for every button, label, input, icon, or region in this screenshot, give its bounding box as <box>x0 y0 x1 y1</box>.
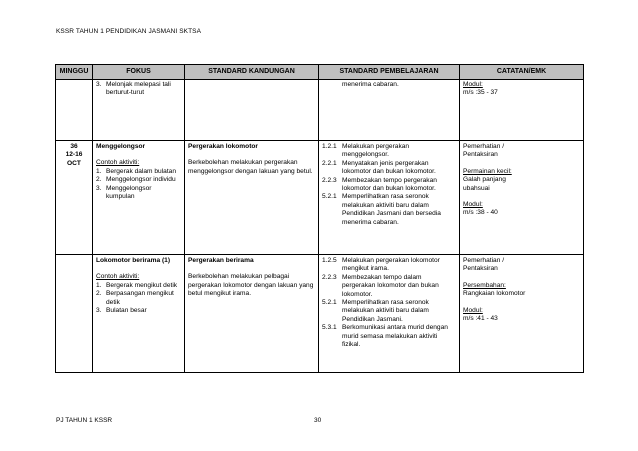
minggu-cell <box>56 80 93 141</box>
modul-label: Modul: <box>463 201 483 209</box>
table-row <box>56 255 584 373</box>
fokus-cell <box>93 255 185 373</box>
modul-label: Modul: <box>463 81 483 88</box>
fokus-list <box>96 81 181 98</box>
column-header-fokus: FOKUS <box>93 65 185 80</box>
list-item: 3. Menggelongsor kumpulan <box>96 184 152 201</box>
sk-title: Pergerakan berirama <box>188 257 254 264</box>
standard-pembelajaran-cell <box>319 141 460 255</box>
column-header-standard-kandungan: STANDARD KANDUNGAN <box>185 65 319 80</box>
fokus-title: Menggelongsor <box>96 143 146 150</box>
week-month: OCT <box>67 159 81 167</box>
persembahan-label: Persembahan: <box>463 281 506 289</box>
standard-pembelajaran-cell <box>319 255 460 373</box>
list-item: 2.2.1 Menyatakan jenis pergerakan lokomotor dan bukan lokomotor. <box>322 159 436 176</box>
pentaksiran-label: Pentaksiran <box>463 265 498 273</box>
contoh-aktiviti-label: Contoh aktiviti: <box>96 273 140 281</box>
permainan-kecil-label: Permainan kecil: <box>463 167 512 175</box>
table-row <box>56 141 584 255</box>
fokus-list <box>96 282 181 316</box>
catatan-cell <box>460 80 584 141</box>
minggu-cell <box>56 141 93 255</box>
week-number: 36 <box>70 143 78 150</box>
fokus-cell <box>93 141 185 255</box>
standard-kandungan-cell <box>185 255 319 373</box>
standard-kandungan-cell <box>185 80 319 141</box>
column-header-minggu: MINGGU <box>56 65 93 80</box>
persembahan-text: Rangkaian lokomotor <box>463 290 526 298</box>
list-item: 3. Melonjak melepasi tali berturut-turut <box>96 81 171 97</box>
list-item: 3. Bulatan besar <box>96 307 147 315</box>
list-item: 2.2.3 Membezakan tempo dalam pergerakan lokomotor dan bukan lokomotor. <box>322 273 439 298</box>
sk-text: Berkebolehan melakukan pelbagai pergerakan lokomotor dengan lakuan yang betul mengikut irama. <box>188 273 314 298</box>
modul-label: Modul: <box>463 306 483 314</box>
list-item: 1.2.1 Melakukan pergerakan menggelongsor. <box>322 143 410 159</box>
sp-list <box>322 143 456 227</box>
modul-pages: m/s :35 - 37 <box>463 89 498 97</box>
lesson-plan-table <box>55 64 584 373</box>
week-dates: 12-16 <box>65 151 83 159</box>
table-row <box>56 80 584 141</box>
pemerhatian-label: Pemerhatian / <box>463 257 505 264</box>
standard-kandungan-cell <box>185 141 319 255</box>
minggu-cell <box>56 255 93 373</box>
modul-pages: m/s :41 - 43 <box>463 315 498 323</box>
list-item: 2. Berpasangan mengikut detik <box>96 290 174 306</box>
page-header: KSSR TAHUN 1 PENDIDIKAN JASMANI SKTSA <box>56 28 202 35</box>
page-number: 30 <box>314 417 322 424</box>
permainan-text-2: ubahsuai <box>463 184 490 192</box>
list-item: 1. Bergerak dalam bulatan <box>96 167 177 175</box>
standard-pembelajaran-cell <box>319 80 460 141</box>
modul-pages: m/s :38 - 40 <box>463 209 498 217</box>
table-header-row <box>56 65 584 80</box>
fokus-list <box>96 168 181 202</box>
sk-text: Berkebolehan melakukan pergerakan menggelongsor dengan lakuan yang betul. <box>188 159 313 175</box>
fokus-title: Lokomotor berirama (1) <box>96 257 171 264</box>
fokus-cell <box>93 80 185 141</box>
list-item: 2. Menggelongsor individu <box>96 176 176 184</box>
list-item: 5.2.1 Memperlihatkan rasa seronok melakukan aktiviti baru dalam Pendidikan Jasmani. <box>322 299 429 323</box>
sp-list <box>322 257 456 349</box>
sk-title: Pergerakan lokomotor <box>188 143 258 150</box>
contoh-aktiviti-label: Contoh aktiviti: <box>96 159 140 167</box>
list-item: 2.2.3 Membezakan tempo pergerakan lokomotor dan bukan lokomotor. <box>322 176 437 193</box>
permainan-text: Galah panjang <box>463 176 506 184</box>
catatan-cell <box>460 255 584 373</box>
pentaksiran-label: Pentaksiran <box>463 151 498 159</box>
page-footer: PJ TAHUN 1 KSSR <box>56 417 113 424</box>
pemerhatian-label: Pemerhatian / <box>463 143 505 150</box>
list-item: 1. Bergerak mengikut detik <box>96 281 178 289</box>
list-item: 5.3.1 Berkomunikasi antara murid dengan murid semasa melakukan aktiviti fizikal. <box>322 324 448 349</box>
column-header-catatan: CATATAN/EMK <box>460 65 584 80</box>
list-item: 1.2.5 Melakukan pergerakan lokomotor mengikut irama. <box>322 257 440 273</box>
catatan-cell <box>460 141 584 255</box>
sp-text: menerima cabaran. <box>342 81 399 88</box>
list-item: 5.2.1 Memperlihatkan rasa seronok melakukan aktiviti baru dalam Pendidikan Jasmani dan bersedia menerima cabaran. <box>322 193 441 226</box>
column-header-standard-pembelajaran: STANDARD PEMBELAJARAN <box>319 65 460 80</box>
